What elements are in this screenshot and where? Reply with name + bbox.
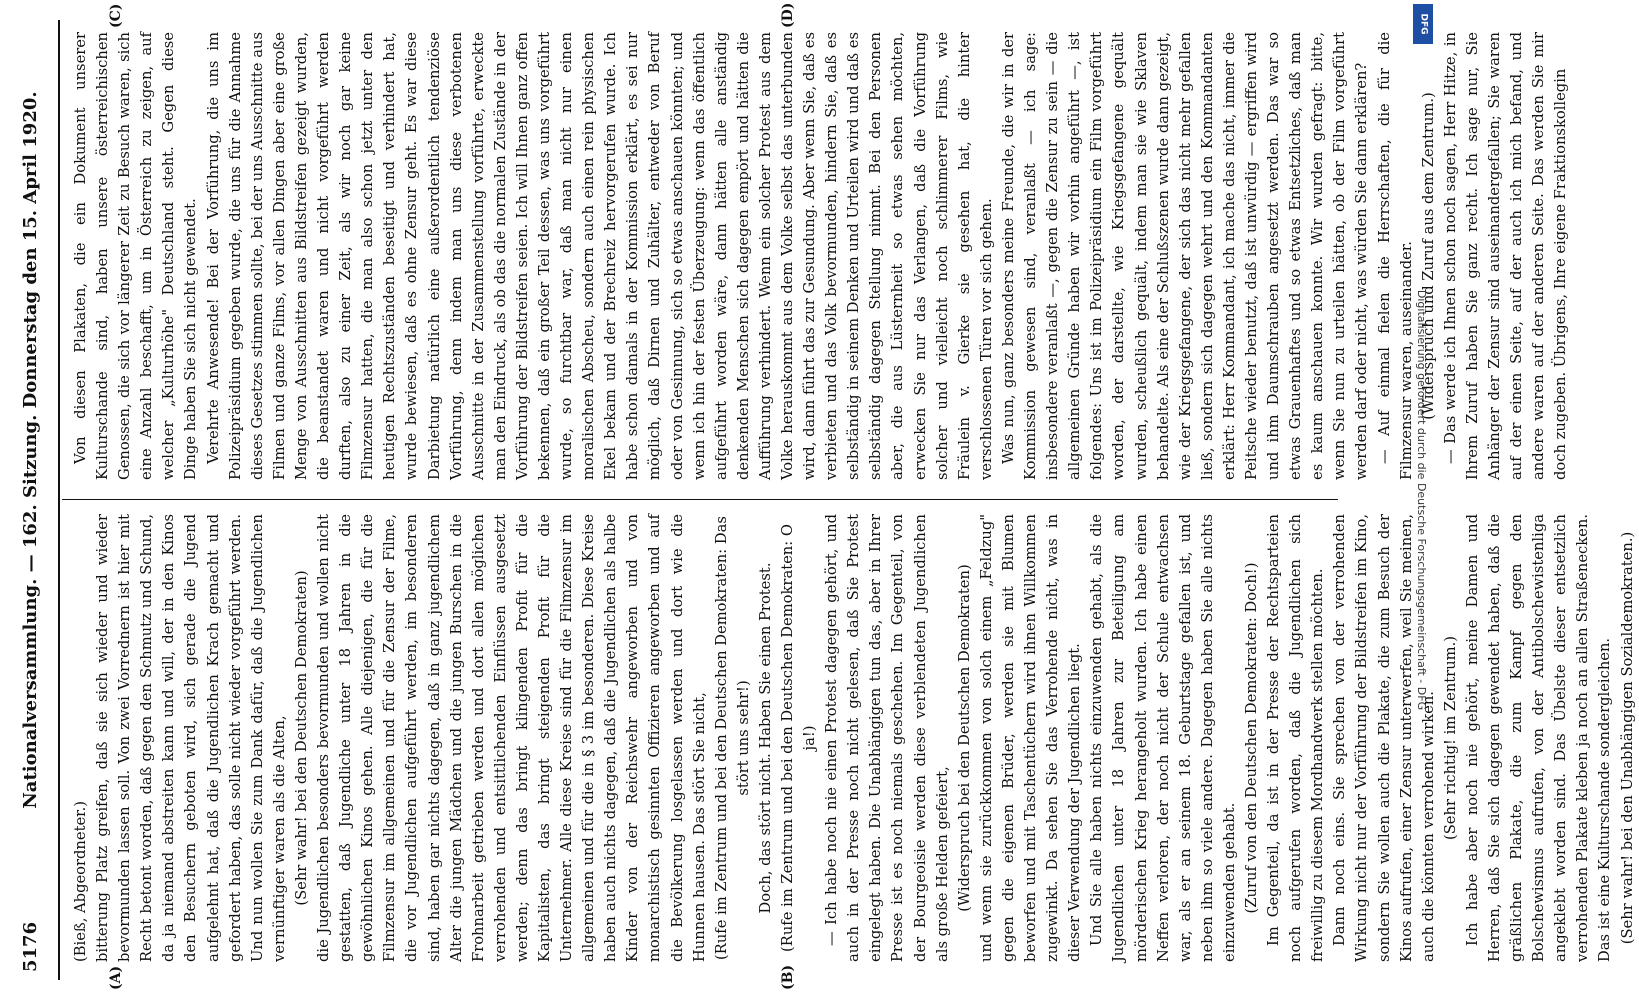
page-number: 5176 bbox=[20, 921, 41, 972]
paragraph: Ich habe aber noch nie gehört, meine Damen und Herren, daß Sie sich dagegen gewendet haben, daß die gräßlichen Plakate, die zum Kampf gegen den Bolschewismus aufrufen, von der Antibolschewistenliga angeklebt worden sind. Das Übelste dieser entsetzlich verrohenden Plakate kleben ja noch an allen Straßenecken. Das ist eine Kulturschande sondergleichen. bbox=[1463, 514, 1614, 962]
margin-mark-b: (B) bbox=[780, 964, 796, 990]
paragraph: Von diesen Plakaten, die ein Dokument unserer Kulturschande sind, haben unsere österreichischen Genossen, die sich vor längerer Zeit zu Besuch waren, sich eine Anzahl beschafft, um in Österreich zu zeigen, auf welcher „Kulturhöhe" Deutschland steht. Gegen diese Dinge haben Sie sich nicht gewendet. bbox=[72, 32, 200, 480]
paragraph: Dann noch eins. Sie sprechen von der verrohenden Wirkung nicht nur der Vorführung der Bildstreifen im Kino, sondern Sie wollen auch die Plakate, die zum Besuch der Kinos aufrufen, einer Zensur unterwerfen, weil Sie meinen, auch die könnten verrohend wirken. bbox=[1331, 514, 1437, 962]
paragraph: Verehrte Anwesende! Bei der Vorführung, die uns im Polizeipräsidium gegeben wurde, die uns für die Annahme dieses Gesetzes stimmen sollte, bei der uns Ausschnitte aus Filmen und ganze Films, vor allen Dingen aber eine große Menge von Ausschnitten aus Bildstreifen gezeigt wurden, die beanstandet waren und nicht vorgeführt werden durften, also zu einer Zeit, als wir noch gar keine Filmzensur hatten, die man also schon jetzt unter den heutigen Rechtszuständen beseitigt und verhindert hat, wurde bewiesen, daß es ohne Zensur geht. Es war diese Darbietung natürlich eine außerordentlich tendenziöse Vorführung, denn indem man uns diese verbotenen Ausschnitte in der Zusammenstellung vorführte, erweckte man den Eindruck, als ob das die normalen Zustände in der Vorführung der Bildstreifen seien. Ich will Ihnen ganz offen bekennen, daß ein großer Teil dessen, was uns vorgeführt wurde, so furchtbar war, daß man nicht nur einen moralischen Abscheu, sondern auch einen rein physischen Ekel bekam und der Brechreiz hervorgerufen wurde. Ich habe schon damals in der Kommission erklärt, es sei nur möglich, daß Dirnen und Zuhälter, entweder von Beruf oder von Gesinnung, sich so etwas anschauen könnten; und wenn ich hin der festen Überzeugung: wenn das öffentlich aufgeführt worden wäre, dann hätten alle anständig denkenden Menschen sich dagegen empört und hätten die Aufführung verhindert. Wenn ein solcher Protest aus dem Volke herauskommt aus dem Volke selbst das unterbunden wird, dann führt das zur Gesundung. Aber wenn Sie, daß es verbieten und das Volk bevormunden, hindern Sie, daß es selbständig in seinem Denken und Urteilen wird und daß es selbständig dagegen Stellung nimmt. Bei den Personen aber, die aus Lüsternheit so etwas sehen möchten, erwecken Sie nur das Verlangen, daß die Vorführung solcher und vielleicht noch schlimmerer Films, wie Fräulein v. Gierke sie gesehen hat, die hinter verschlossenen Türen vor sich gehen. bbox=[204, 32, 995, 480]
paragraph: Und Sie alle haben nichts einzuwenden gehabt, als die Jugendlichen unter 18 Jahren zur Beteiligung am mörderischen Krieg herangeholt wurden. Ich habe einen Neffen verloren, der noch nicht der Schule entwachsen war, als er an seinem 18. Geburtstage gefallen ist, und neben ihm so viele andere. Dagegen haben Sie alle nichts einzuwenden gehabt. bbox=[1088, 514, 1238, 962]
interjection: (Zuruf von den Deutschen Demokraten: Doch!) bbox=[1242, 562, 1260, 914]
margin-mark-c: (C) bbox=[108, 3, 124, 28]
left-column bbox=[70, 514, 1636, 962]
paragraph: Doch, das stört nicht. Haben Sie einen Protest. bbox=[756, 562, 774, 914]
interjection: (Sehr wahr! bei den Unabhängigen Sozialdemokraten.) bbox=[1618, 531, 1636, 945]
digitization-credit: Digitalisierung gefördert durch die Deutsche Forschungsgemeinschaft - DFG bbox=[1415, 289, 1428, 711]
paragraph: — Auf einmal fielen die Herrschaften, die für die Filmzensur waren, auseinander. bbox=[1375, 32, 1415, 480]
running-head: Nationalversammlung. — 162. Sitzung. Donnerstag den 15. April 1920. bbox=[20, 91, 41, 809]
paragraph: — Das werde ich Ihnen schon noch sagen, Herr Hitze, in Ihrem Zuruf haben Sie ganz recht. Ich sage nur, Sie Anhänger der Zensur sind auseinandergefallen; Sie waren auf der einen Seite, auf der auch ich mich befand, und andere waren auf der anderen Seite. Das werden Sie mir doch zugeben. Übrigens, Ihre eigene Fraktionskollegin bbox=[1441, 32, 1570, 480]
interjection: (Rufe im Zentrum und bei den Deutschen Demokraten: O ja!) bbox=[779, 524, 819, 952]
paragraph: bitterung Platz greifen, daß sie sich wieder und wieder bevormunden lassen soll. Von zwei Vorrednern ist hier mit Recht betont worden, daß gegen den Schmutz und Schund, da ja niemand abstreiten kann und will, der in den Kinos den Besuchern geboten wird, sich gerade die Jugend aufgelehnt hat, daß die Jugendlichen Krach gemacht und gefordert haben, das solle nicht wieder vorgeführt werden. Und nun wollen Sie zum Dank dafür, daß die Jugendlichen vernünftiger waren als die Alten, bbox=[94, 514, 288, 962]
column-divider bbox=[62, 499, 1338, 500]
margin-mark-a: (A) bbox=[108, 965, 124, 990]
digitization-credit-strip bbox=[1412, 0, 1434, 1000]
interjection: (Sehr richtig! im Zentrum.) bbox=[1441, 636, 1459, 840]
paragraph: Im Gegenteil, da ist in der Presse der Rechtsparteien noch aufgerufen worden, daß die Jugendlichen sich freiwillig zu diesem Mordhandwerk stellen möchten. bbox=[1265, 514, 1327, 962]
dfg-logo: DFG bbox=[1413, 4, 1433, 44]
interjection: (Rufe im Zentrum und bei den Deutschen Demokraten: Das stört uns sehr!) bbox=[712, 516, 752, 960]
speaker-note: (Bieß, Abgeordneter.) bbox=[72, 801, 89, 962]
header-rule bbox=[58, 20, 60, 980]
interjection: (Sehr wahr! bei den Deutschen Demokraten) bbox=[292, 570, 310, 906]
paragraph: die Jugendlichen besonders bevormunden und wollen nicht gestatten, daß Jugendliche unter 18 Jahren in die gewöhnlichen Kinos gehen. Alle diejenigen, die für die Filmzensur im allgemeinen und für die Zensur der Filme, die vor Jugendlichen aufgeführt werden, im besonderen sind, haben gar nichts dagegen, daß in ganz jugendlichem Alter die jungen Mädchen und die jungen Burschen in die Frohnarbeit getrieben werden und dort allen möglichen verrohenden und entsittlichenden Einflüssen ausgesetzt werden; denn das bringt klingenden Profit für die Kapitalisten, das bringt steigenden Profit für die Unternehmer. Alle diese Kreise sind für die Filmzensur im allgemeinen und für die in § 3 im besonderen. Diese Kreise haben auch nichts dagegen, daß die Jugendlichen als halbe Kinder von der Reichswehr angeworben und von monarchistisch gesinnten Offizieren angeworben und auf die Bevölkerung losgelassen werden und dort wie die Hunnen hausen. Das stört Sie nicht, bbox=[315, 514, 708, 962]
interjection: (Widerspruch und Zuruf aus dem Zentrum.) bbox=[1419, 92, 1437, 420]
paragraph: — Ich habe noch nie einen Protest dagegen gehört, und auch in der Presse noch nicht gelesen, daß Sie Protest eingelegt haben. Die Unabhängigen tun das, aber in Ihrer Presse ist es noch niemals geschehen. Im Gegenteil, von der Bourgeoisie werden diese verblendeten Jugendlichen als große Helden gefeiert, bbox=[823, 514, 951, 962]
right-column bbox=[70, 32, 1570, 480]
margin-mark-d: (D) bbox=[780, 2, 796, 28]
paragraph: und wenn sie zurückkommen von solch einem „Feldzug" gegen die eigenen Brüder, werden sie mit Blumen beworfen und mit Taschentüchern wird ihnen Willkommen zugewinkt. Da sehen Sie das Verrohende nicht, was in dieser Verwendung der Jugendlichen liegt. bbox=[977, 514, 1084, 962]
interjection: (Widerspruch bei den Deutschen Demokraten) bbox=[955, 564, 973, 912]
paragraph: Was nun, ganz besonders meine Freunde, die wir in der Kommission gewesen sind, veranlaßt — ich sage: insbesondere veranlaßt —, gegen die Zensur zu sein — die allgemeinen Gründe haben wir vorhin angeführt —, ist folgendes: Uns ist im Polizeipräsidium ein Film vorgeführt worden, der darstellte, wie Kriegsgefangene gequält wurden, scheußlich gequält, indem man sie wie Sklaven behandelte. Als eine der Schlußszenen wurde dann gezeigt, wie der Kriegsgefangene, der sich das nicht mehr gefallen ließ, sondern sich dagegen wehrt und den Kommandanten erklärt: Herr Kommandant, ich mache das nicht, immer die Peitsche wieder benutzt, daß ist unwürdig — ergriffen wird und ihm Daumschrauben angesetzt werden. Das war so etwas Grauenhaftes und so etwas Entsetzliches, daß man es kaum anschauen konnte. Wir wurden gefragt: bitte, wenn Sie nun zu urteilen hätten, ob der Film vorgeführt werden darf oder nicht, was würden Sie dann erklären? bbox=[999, 32, 1371, 480]
page-header bbox=[12, 20, 56, 980]
